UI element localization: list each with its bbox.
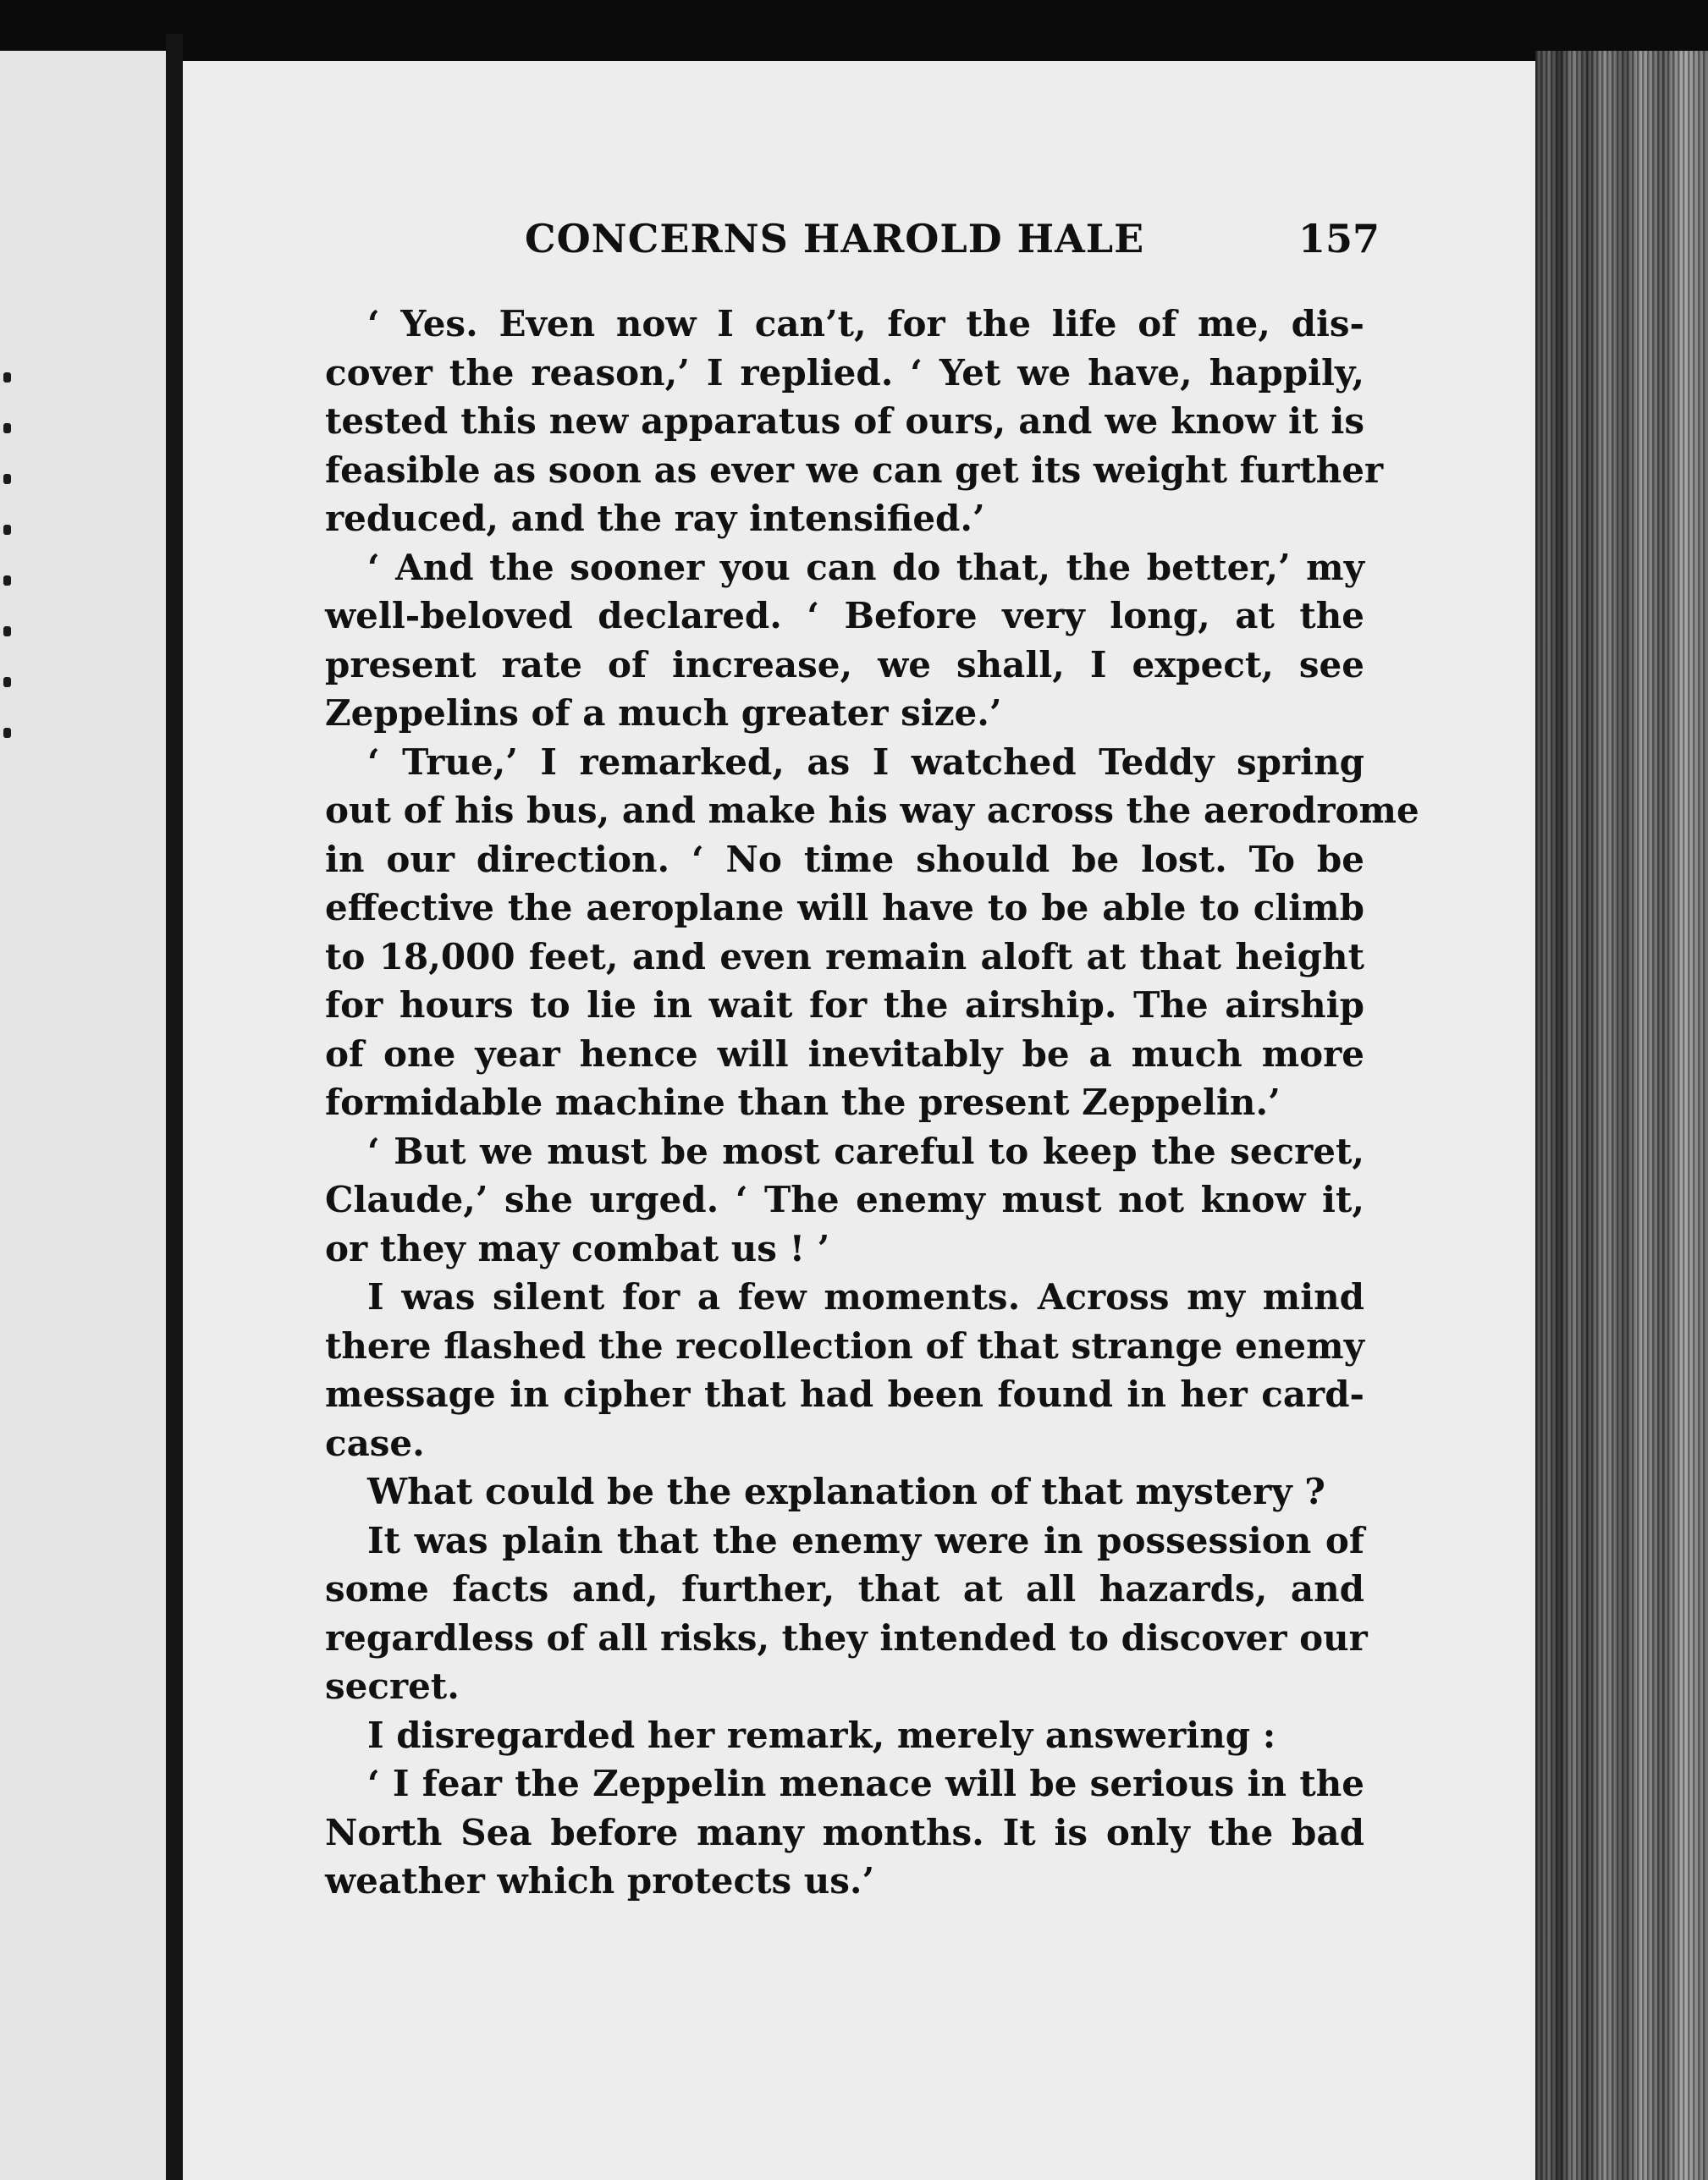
text-line: there flashed the recollection of that strange enemy (325, 1324, 1364, 1367)
text-line: or they may combat us ! ’ (325, 1227, 830, 1269)
text-line: case. (325, 1422, 425, 1464)
text-line: It was plain that the enemy were in possession of (367, 1519, 1364, 1561)
text-line: present rate of increase, we shall, I expect, see (325, 643, 1364, 685)
left-page-text-fragment (3, 372, 11, 383)
paragraph (325, 1467, 1364, 1517)
left-page-text-fragment (3, 423, 11, 433)
text-line: cover the reason,’ I replied. ‘ Yet we have, happily, (325, 351, 1364, 394)
paragraph (325, 1517, 1368, 1711)
text-line: Claude,’ she urged. ‘ The enemy must not know it, (325, 1179, 1364, 1220)
text-line: of one year hence will inevitably be a much more (325, 1032, 1364, 1075)
paragraph (325, 300, 1384, 543)
text-line: ‘ I fear the Zeppelin menace will be serious in the (367, 1763, 1364, 1804)
left-page-text-fragment (3, 525, 11, 535)
left-page-text-fragment (3, 728, 11, 738)
left-page-text-fragment (3, 575, 11, 586)
text-line: What could be the explanation of that mystery ? (367, 1471, 1325, 1512)
text-line: message in cipher that had been found in her card- (325, 1374, 1364, 1415)
text-line: weather which protects us.’ (325, 1860, 875, 1902)
text-line: feasible as soon as ever we can get its weight further (325, 449, 1384, 491)
text-line: ‘ Yes. Even now I can’t, for the life of me, dis- (367, 303, 1364, 344)
text-line: out of his bus, and make his way across the aerodrome (325, 790, 1419, 831)
text-line: I was silent for a few moments. Across my mind (367, 1276, 1364, 1318)
text-line: in our direction. ‘ No time should be lost. To be (325, 838, 1364, 880)
text-line: secret. (325, 1665, 460, 1707)
page-number: 157 (1298, 216, 1380, 261)
text-line: tested this new apparatus of ours, and we know it is (325, 400, 1364, 442)
text-line: well-beloved declared. ‘ Before very long, at the (325, 595, 1364, 636)
paragraph (325, 1273, 1364, 1467)
running-head: CONCERNS HAROLD HALE (525, 216, 1145, 261)
left-page-text-fragment (3, 474, 11, 484)
text-line: ‘ And the sooner you can do that, the better,’ my (367, 546, 1364, 588)
text-line: ‘ True,’ I remarked, as I watched Teddy spring (367, 740, 1364, 783)
text-line: I disregarded her remark, merely answering : (367, 1714, 1276, 1756)
text-line: ‘ But we must be most careful to keep the secret, (367, 1130, 1364, 1172)
text-line: reduced, and the ray intensified.’ (325, 498, 985, 539)
paragraph (325, 738, 1419, 1127)
text-line: to 18,000 feet, and even remain aloft at that height (325, 935, 1364, 977)
text-line: Zeppelins of a much greater size.’ (325, 692, 1002, 734)
body-text (325, 300, 1419, 1906)
paragraph (325, 1711, 1364, 1760)
left-page-text-fragment (3, 677, 11, 687)
left-page-text-fragment (3, 626, 11, 636)
book-gutter (166, 34, 183, 2180)
left-page-edge (0, 51, 169, 2180)
paragraph (325, 1759, 1364, 1906)
text-line: North Sea before many months. It is only the bad (325, 1811, 1364, 1853)
text-line: some facts and, further, that at all hazards, and (325, 1568, 1364, 1610)
text-line: formidable machine than the present Zeppelin.’ (325, 1082, 1281, 1123)
text-line: effective the aeroplane will have to be able to climb (325, 887, 1364, 928)
text-line: regardless of all risks, they intended to discover our (325, 1616, 1368, 1659)
paragraph (325, 543, 1364, 738)
paragraph (325, 1127, 1364, 1274)
page-block-edge (1535, 51, 1708, 2180)
text-line: for hours to lie in wait for the airship. The airship (325, 984, 1364, 1026)
